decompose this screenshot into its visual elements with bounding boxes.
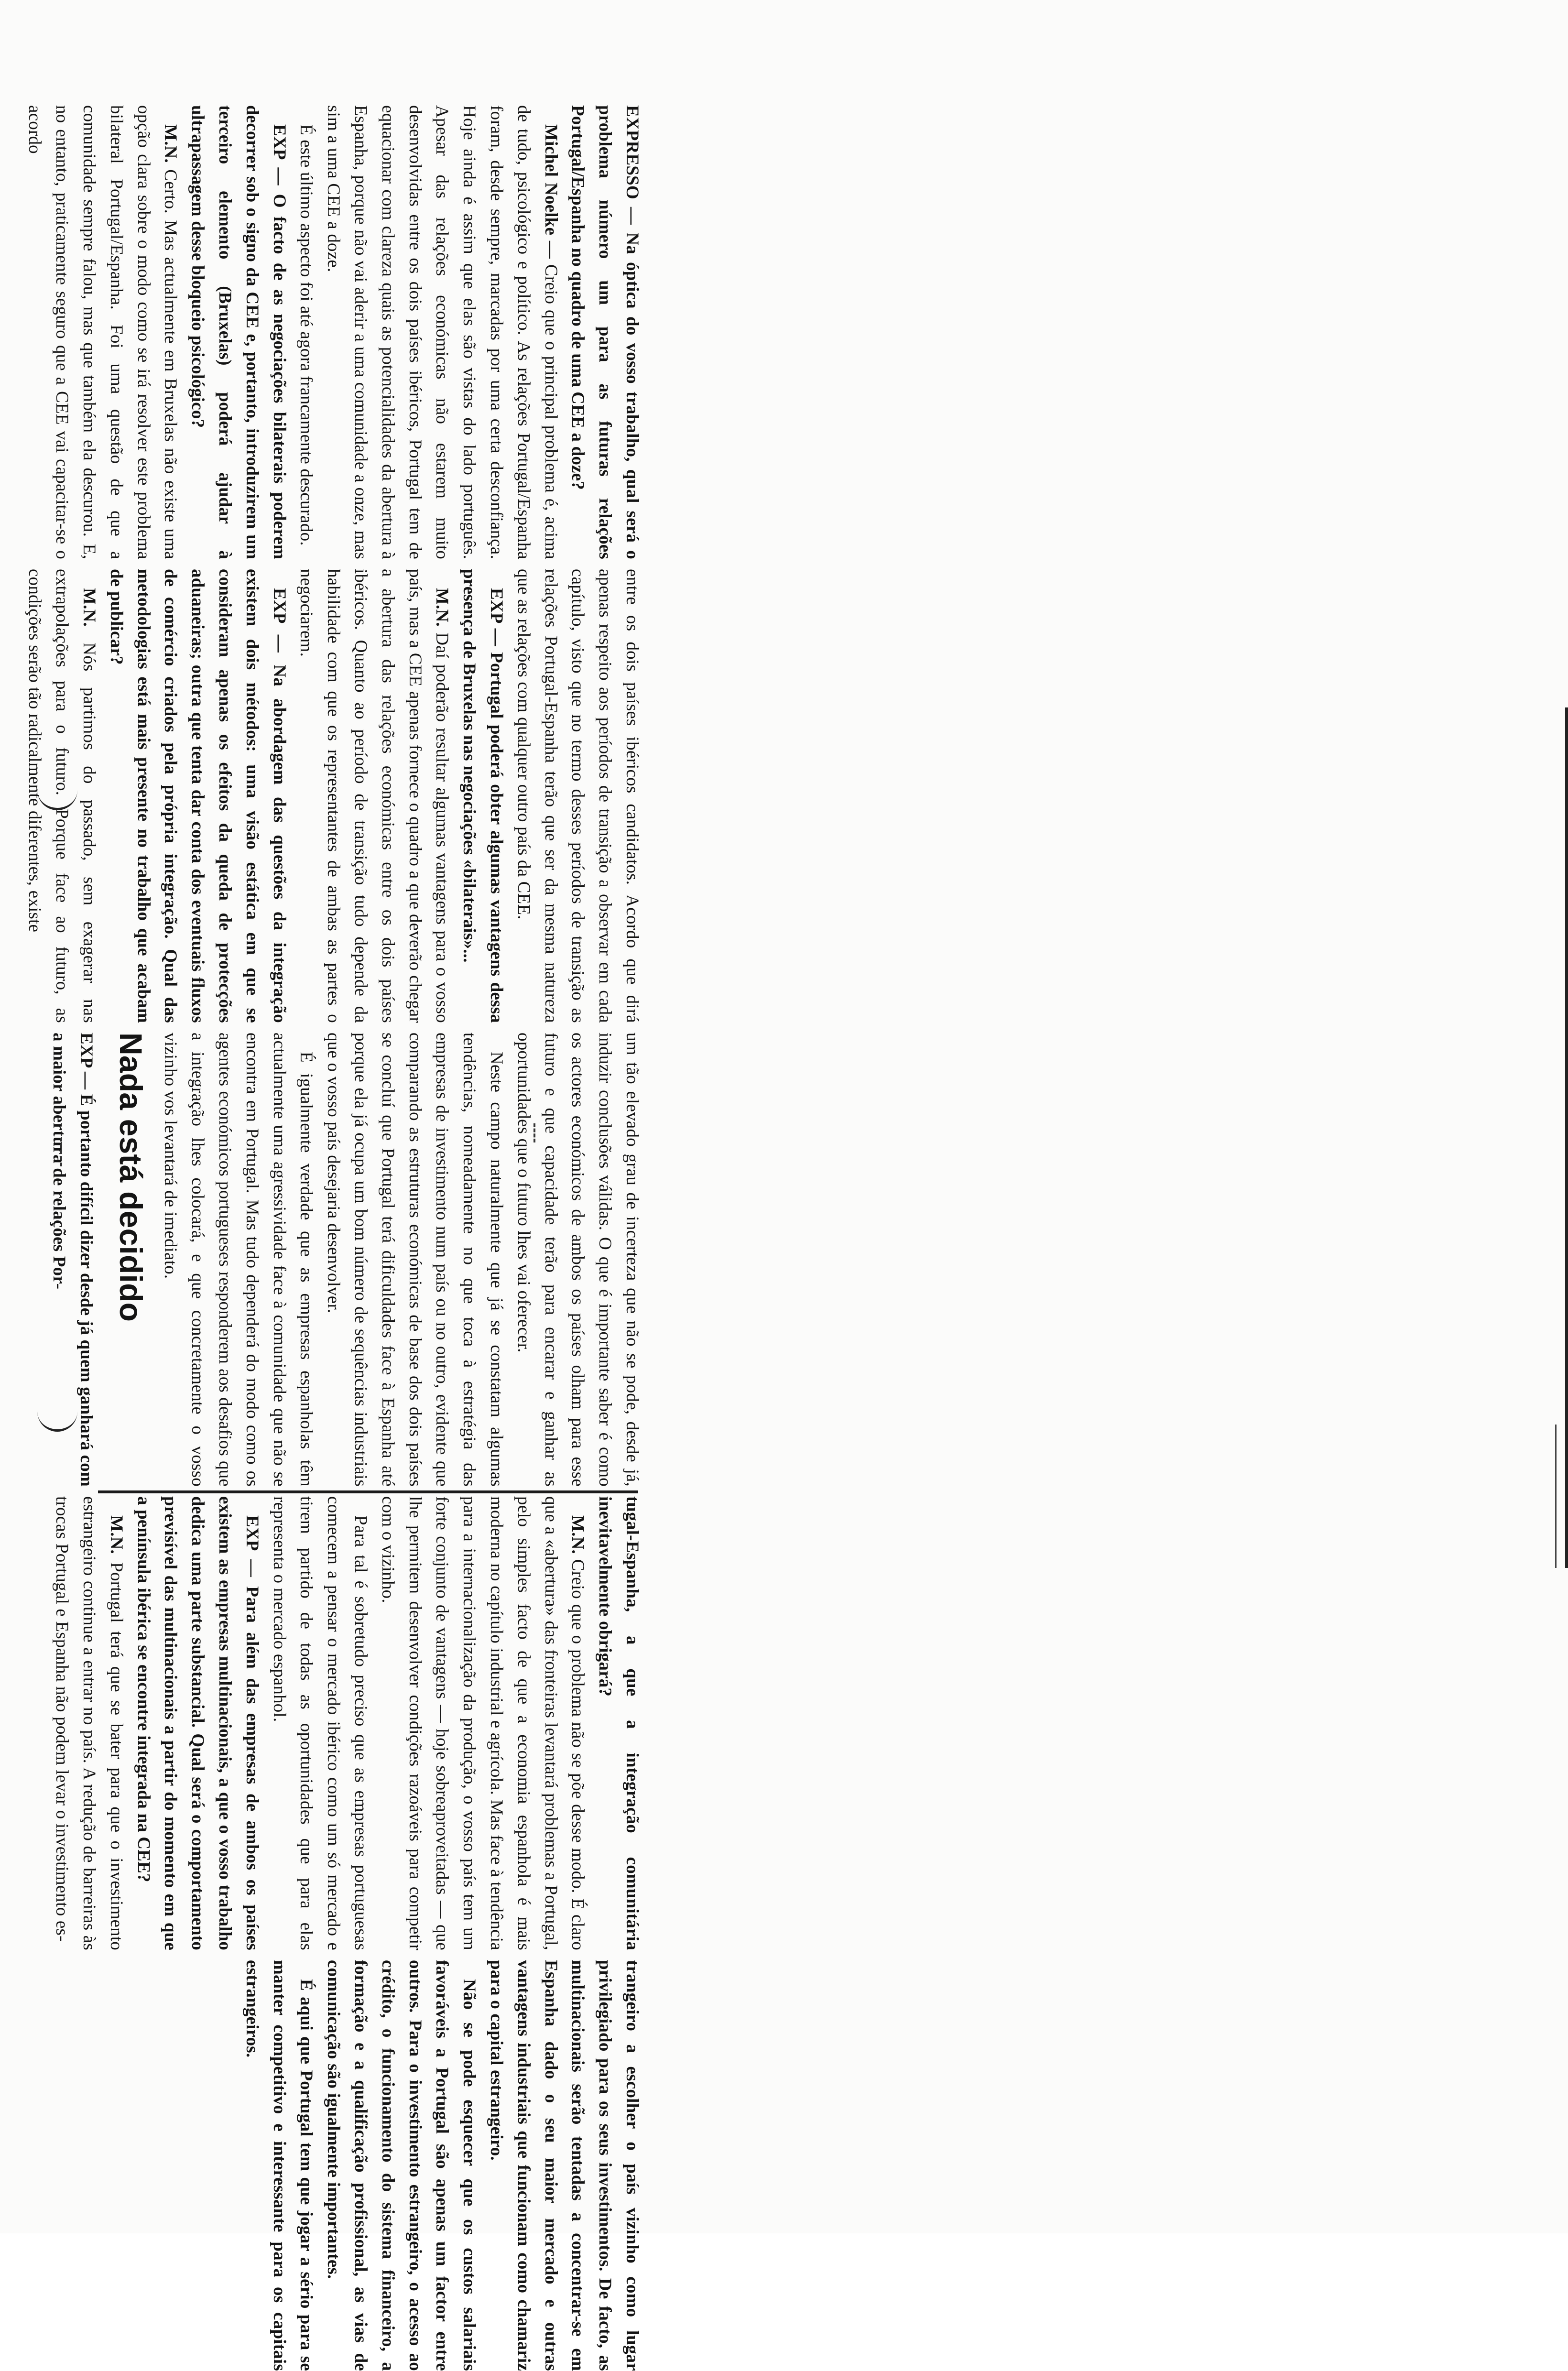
column-divider-rule [98,1490,638,1493]
answer-text: É igualmente verdade que as empresas espanholas têm actualmente uma agressividade face à comunidade que não se encontra em Portugal. Mas tudo dependerá do modo como os agentes económicos portugueses responderem aos desafios que a integração lhes colocará, e que concretamente o vosso vizinho vos levantará de imediato. [161,1033,316,1487]
paragraph [293,569,456,1023]
answer-text: Creio que o principal problema é, acima de tudo, psicológico e político. As relações Portugal/Espanha foram, desde sempre, marcadas por uma certa desconfiança. Hoje ainda é assim que elas são vistas do lado português. Apesar das relações económicas não estarem muito desenvolvidas entre os dois países ibéricos, Portugal tem de equacionar com clareza quais as potencialidades da abertura à Espanha, porque não vai aderir a uma comunidade a onze, mas sim a uma CEE a doze. [324,105,561,560]
answer-text: um tão elevado grau de incerteza que não se pode, desde já, induzir conclusões válidas. O que é importante saber é como os actores económicos de ambos os países olham para esse futuro e que capacidade terão para encarar e ganhar as oportunidades que o futuro lhes vai oferecer. [513,1033,642,1487]
section-headline: Nada está decidido [113,1033,149,1322]
page-top-rule [1565,707,1568,1568]
article-column-2 [0,569,645,1023]
speaker-label: EXP — [269,588,289,653]
paragraph [510,1033,645,1487]
speaker-label: EXP — [269,124,289,185]
answer-text: Creio que o problema não se põe desse modo. É claro que a «abertura» das fronteiras levantará problemas a Portugal, pelo simples facto de que a economia espanhola é mais moderna no capítulo industrial e agrícola. Mas face à tendência para a internacionalização da produção, o vosso país tem um forte conjunto de vantagens — hoje sobreaproveitadas — que lhe permitem desenvolver condições razoáveis para competir com o vizinho. [378,1496,588,1950]
paragraph [184,105,292,559]
speaker-label: EXP — [487,588,507,647]
question-text: tugal-Espanha, a que a integração comunitária inevitavelmente obrigará? [595,1496,642,1950]
speaker-label: M.N. [568,1515,588,1554]
answer-text: Neste campo naturalmente que já se constatam algumas tendências, nomeadamente no que toca à estratégia das empresas de investimento num país ou no outro, evidente que comparando as estruturas económicas de base dos dois países se concluí que Portugal terá dificuldades face à Espanha até porque ela já ocupa um bom número de sequências industriais que o vosso país desejaria desenvolver. [324,1033,507,1487]
question-text: Não se pode esquecer que os custos salariais favoráveis a Portugal são apenas um factor entre outros. Para o investimento estrangeiro, o acesso ao crédito, o funcionamento do sistema financeiro, a formação e a qualificação profissional, as vias de comunicação são igualmente importantes. [324,1960,479,2371]
answer-text: É este último aspecto foi até agora francamente descurado. [296,124,316,546]
article-column-1 [0,105,645,559]
article-column-5 [100,1960,645,2371]
answer-text: Nós partimos do passado, sem exagerar nas extrapolações para o futuro. Porque face ao futuro, as condições serão tão radicalmente diferentes, existe [25,569,99,1023]
speaker-label: M.N. [432,588,452,627]
answer-text: entre os dois países ibéricos candidatos. Acordo que dirá apenas respeito aos períodos de transição a observar em cada capítulo, visto que no termo desses períodos de transição as relações Portugal-Espanha terão que ser da mesma natureza que as relações com qualquer outro país da CEE. [513,569,642,1023]
paragraph [130,1496,265,1950]
speaker-label: EXPRESSO — [622,105,642,225]
paragraph [374,1496,591,1950]
answer-text: Daí poderão resultar algumas vantagens para o vosso país, mas a CEE apenas fornece o quadro a que deverão chegar a abertura das relações económicas entre os dois países ibéricos. Quanto ao período de transição tudo depende da habilidade com que os representantes de ambas as partes o negociarem. [296,569,452,1023]
page-top-rule-secondary [1555,1425,1557,1568]
paragraph [564,105,645,559]
answer-text: Certo. Mas actualmente em Bruxelas não existe uma opção clara sobre o modo como se irá resolver este problema bilateral Portugal/Espanha. Foi uma questão de que a comunidade sempre falou, mas que também ela descurou. E, no entanto, praticamente seguro que a CEE vai capacitar-se o acordo [25,105,181,559]
paragraph [319,1033,510,1487]
speaker-label: EXP — [76,1033,96,1090]
paragraph [157,1033,320,1487]
question-text: trangeiro a escolher o país vizinho como lugar privilegiado para os seus investimentos. De facto, as multinacionais serão tentadas a concentrar-se em Espanha dado o seu maior mercado e outras vantagens industriais que funcionam como chamariz para o capital estrangeiro. [487,1960,642,2371]
paragraph [102,569,293,1023]
paragraph [265,1496,374,1950]
question-text: Na óptica do vosso trabalho, qual será o problema número um para as futuras relações Portugal/Espanha no quadro de uma CEE a doze? [568,105,642,559]
answer-text: Para tal é sobretudo preciso que as empresas portuguesas comecem a pensar o mercado ibérico como um só mercado e tirem partido de todas as oportunidades que para elas representa o mercado espanhol. [269,1496,371,1950]
paragraph [238,1960,319,2371]
paragraph [510,569,645,1023]
article-column-3 [0,1033,645,1487]
answer-text: Portugal terá que se bater para que o investimento estrangeiro continue a entrar no país. A redução de barreiras às trocas Portugal e Espanha não podem levar o investimento es- [52,1496,126,1951]
paragraph [482,1960,645,2371]
speaker-label: Michel Noelke — [541,124,561,259]
question-text: Para além das empresas de ambos os países existem as empresas multinacionais, a que o vosso trabalho dedica uma parte substancial. Qual será o comportamento previsível das multinacionais a partir do momento em que a península ibérica se encontre integrada na CEE? [133,1496,262,1951]
speaker-label: M.N. [79,588,99,627]
speaker-label: M.N. [106,1515,126,1554]
column-end-mark-2 [534,1123,535,1142]
speaker-label: EXP — [242,1515,262,1577]
paragraph [455,569,510,1023]
paragraph [591,1496,645,1950]
question-text: Portugal poderá obter algumas vantagens dessa presença de Bruxelas nas negociações «bilaterais»... [459,569,507,1023]
paragraph [319,1960,482,2371]
speaker-label: M.N. [161,124,181,163]
paragraph [319,105,564,559]
article-column-4 [52,1496,645,1951]
question-text: O facto de as negociações bilaterais poderem decorrer sob o signo da CEE e, portanto, introduzirem um terceiro elemento (Bruxelas) poderá ajudar à ultrapassagem desse bloqueio psicológico? [188,105,289,560]
question-text: É aqui que Portugal tem que jogar a sério para se manter competitivo e interessante para os capitais estrangeiros. [242,1960,316,2371]
question-text: É portanto difícil dizer desde já quem ganhará com a maior abertura de relações Por- [49,1033,96,1487]
column-end-mark-1 [60,1138,62,1166]
paragraph [48,1496,129,1950]
paragraph [21,105,184,559]
paragraph [293,105,320,559]
question-text: Na abordagem das questões da integração existem dois métodos: uma visão estática em que se consideram apenas os efeitos da queda de protecções aduaneiras; outra que tenta dar conta dos eventuais fluxos de comércio criados pela própria integração. Qual das metodologias está mais presente no trabalho que acabam de publicar? [106,569,289,1023]
article-column-3-text [157,1033,645,1487]
